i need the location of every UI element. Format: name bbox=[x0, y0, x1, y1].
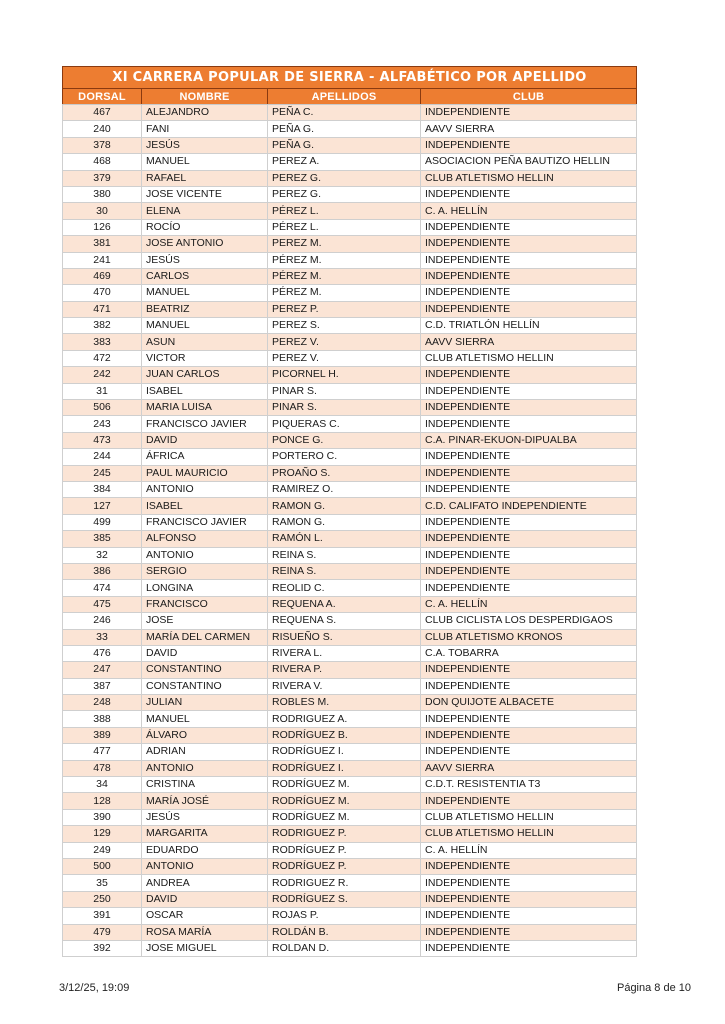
cell-nombre: ANTONIO bbox=[142, 481, 268, 497]
column-header-club: CLUB bbox=[421, 89, 637, 105]
footer-datetime: 3/12/25, 19:09 bbox=[59, 982, 130, 994]
cell-dorsal: 479 bbox=[63, 924, 142, 940]
cell-apellidos: RODRÍGUEZ M. bbox=[268, 809, 421, 825]
cell-apellidos: PEÑA G. bbox=[268, 121, 421, 137]
cell-dorsal: 467 bbox=[63, 105, 142, 121]
table-row bbox=[63, 170, 637, 186]
cell-apellidos: PÉREZ M. bbox=[268, 285, 421, 301]
cell-nombre: ÁFRICA bbox=[142, 449, 268, 465]
table-row bbox=[63, 580, 637, 596]
cell-nombre: JESÚS bbox=[142, 137, 268, 153]
cell-apellidos: PEREZ S. bbox=[268, 318, 421, 334]
cell-club: INDEPENDIENTE bbox=[421, 891, 637, 907]
cell-nombre: DAVID bbox=[142, 645, 268, 661]
cell-nombre: CARLOS bbox=[142, 268, 268, 284]
cell-apellidos: RODRÍGUEZ I. bbox=[268, 760, 421, 776]
cell-nombre: ISABEL bbox=[142, 498, 268, 514]
cell-club: INDEPENDIENTE bbox=[421, 744, 637, 760]
cell-dorsal: 246 bbox=[63, 613, 142, 629]
cell-dorsal: 472 bbox=[63, 350, 142, 366]
cell-apellidos: RAMIREZ O. bbox=[268, 481, 421, 497]
cell-dorsal: 474 bbox=[63, 580, 142, 596]
table-row bbox=[63, 678, 637, 694]
cell-club: INDEPENDIENTE bbox=[421, 465, 637, 481]
cell-apellidos: RAMÓN L. bbox=[268, 531, 421, 547]
cell-dorsal: 249 bbox=[63, 842, 142, 858]
cell-apellidos: PEREZ G. bbox=[268, 170, 421, 186]
cell-dorsal: 469 bbox=[63, 268, 142, 284]
cell-club: INDEPENDIENTE bbox=[421, 531, 637, 547]
cell-apellidos: PROAÑO S. bbox=[268, 465, 421, 481]
cell-dorsal: 380 bbox=[63, 186, 142, 202]
table-title-row bbox=[63, 67, 637, 89]
cell-nombre: VICTOR bbox=[142, 350, 268, 366]
table-row bbox=[63, 416, 637, 432]
cell-apellidos: RIVERA L. bbox=[268, 645, 421, 661]
cell-dorsal: 384 bbox=[63, 481, 142, 497]
cell-apellidos: RODRIGUEZ P. bbox=[268, 826, 421, 842]
table-row bbox=[63, 940, 637, 956]
cell-dorsal: 390 bbox=[63, 809, 142, 825]
table-row bbox=[63, 908, 637, 924]
cell-apellidos: PEREZ A. bbox=[268, 154, 421, 170]
cell-apellidos: RODRÍGUEZ B. bbox=[268, 727, 421, 743]
cell-nombre: FRANCISCO bbox=[142, 596, 268, 612]
cell-club: INDEPENDIENTE bbox=[421, 875, 637, 891]
cell-dorsal: 471 bbox=[63, 301, 142, 317]
cell-dorsal: 468 bbox=[63, 154, 142, 170]
cell-dorsal: 500 bbox=[63, 858, 142, 874]
cell-apellidos: REINA S. bbox=[268, 547, 421, 563]
cell-club: INDEPENDIENTE bbox=[421, 580, 637, 596]
cell-dorsal: 386 bbox=[63, 563, 142, 579]
cell-nombre: FANI bbox=[142, 121, 268, 137]
cell-dorsal: 387 bbox=[63, 678, 142, 694]
cell-club: INDEPENDIENTE bbox=[421, 186, 637, 202]
cell-club: INDEPENDIENTE bbox=[421, 416, 637, 432]
cell-dorsal: 378 bbox=[63, 137, 142, 153]
cell-apellidos: PEREZ V. bbox=[268, 350, 421, 366]
cell-dorsal: 31 bbox=[63, 383, 142, 399]
cell-nombre: CONSTANTINO bbox=[142, 678, 268, 694]
column-header-dorsal: DORSAL bbox=[63, 89, 142, 105]
cell-dorsal: 129 bbox=[63, 826, 142, 842]
cell-dorsal: 381 bbox=[63, 236, 142, 252]
cell-nombre: PAUL MAURICIO bbox=[142, 465, 268, 481]
cell-nombre: JOSE VICENTE bbox=[142, 186, 268, 202]
cell-nombre: ANTONIO bbox=[142, 547, 268, 563]
cell-apellidos: PONCE G. bbox=[268, 432, 421, 448]
cell-nombre: MARIA LUISA bbox=[142, 400, 268, 416]
cell-club: INDEPENDIENTE bbox=[421, 383, 637, 399]
cell-club: C.D. TRIATLÓN HELLÍN bbox=[421, 318, 637, 334]
cell-apellidos: PÉREZ M. bbox=[268, 268, 421, 284]
cell-apellidos: RODRÍGUEZ S. bbox=[268, 891, 421, 907]
cell-nombre: JESÚS bbox=[142, 809, 268, 825]
table-row bbox=[63, 629, 637, 645]
table-row bbox=[63, 777, 637, 793]
table-row bbox=[63, 891, 637, 907]
cell-dorsal: 242 bbox=[63, 367, 142, 383]
table-body bbox=[63, 105, 637, 957]
cell-club: C.A. TOBARRA bbox=[421, 645, 637, 661]
table-row bbox=[63, 531, 637, 547]
table-row bbox=[63, 727, 637, 743]
cell-club: CLUB ATLETISMO HELLIN bbox=[421, 809, 637, 825]
cell-club: INDEPENDIENTE bbox=[421, 137, 637, 153]
cell-nombre: MANUEL bbox=[142, 154, 268, 170]
cell-club: C.D. CALIFATO INDEPENDIENTE bbox=[421, 498, 637, 514]
cell-nombre: EDUARDO bbox=[142, 842, 268, 858]
table-row bbox=[63, 563, 637, 579]
cell-apellidos: PÉREZ L. bbox=[268, 203, 421, 219]
table-row bbox=[63, 924, 637, 940]
cell-club: C. A. HELLÍN bbox=[421, 596, 637, 612]
cell-apellidos: RODRÍGUEZ M. bbox=[268, 777, 421, 793]
cell-club: INDEPENDIENTE bbox=[421, 547, 637, 563]
cell-apellidos: PINAR S. bbox=[268, 400, 421, 416]
cell-apellidos: PÉREZ L. bbox=[268, 219, 421, 235]
cell-nombre: ANTONIO bbox=[142, 760, 268, 776]
cell-club: INDEPENDIENTE bbox=[421, 481, 637, 497]
table-row bbox=[63, 252, 637, 268]
table-row bbox=[63, 875, 637, 891]
cell-nombre: MARGARITA bbox=[142, 826, 268, 842]
cell-nombre: ROSA MARÍA bbox=[142, 924, 268, 940]
cell-apellidos: PEÑA C. bbox=[268, 105, 421, 121]
table-row bbox=[63, 826, 637, 842]
cell-nombre: ELENA bbox=[142, 203, 268, 219]
cell-dorsal: 250 bbox=[63, 891, 142, 907]
cell-club: AAVV SIERRA bbox=[421, 760, 637, 776]
table-row bbox=[63, 318, 637, 334]
cell-dorsal: 478 bbox=[63, 760, 142, 776]
cell-nombre: JOSE MIGUEL bbox=[142, 940, 268, 956]
table-row bbox=[63, 137, 637, 153]
cell-nombre: BEATRIZ bbox=[142, 301, 268, 317]
cell-club: INDEPENDIENTE bbox=[421, 727, 637, 743]
table-row bbox=[63, 186, 637, 202]
cell-nombre: JUAN CARLOS bbox=[142, 367, 268, 383]
cell-apellidos: PEREZ M. bbox=[268, 236, 421, 252]
cell-apellidos: RODRIGUEZ A. bbox=[268, 711, 421, 727]
cell-dorsal: 392 bbox=[63, 940, 142, 956]
cell-dorsal: 506 bbox=[63, 400, 142, 416]
cell-apellidos: RODRÍGUEZ M. bbox=[268, 793, 421, 809]
cell-nombre: MANUEL bbox=[142, 285, 268, 301]
table-row bbox=[63, 547, 637, 563]
cell-nombre: MARÍA DEL CARMEN bbox=[142, 629, 268, 645]
table-row bbox=[63, 793, 637, 809]
table-row bbox=[63, 596, 637, 612]
cell-club: ASOCIACION PEÑA BAUTIZO HELLIN bbox=[421, 154, 637, 170]
cell-nombre: ÁLVARO bbox=[142, 727, 268, 743]
cell-dorsal: 126 bbox=[63, 219, 142, 235]
cell-dorsal: 499 bbox=[63, 514, 142, 530]
table-row bbox=[63, 367, 637, 383]
cell-dorsal: 244 bbox=[63, 449, 142, 465]
cell-nombre: ROCÍO bbox=[142, 219, 268, 235]
cell-apellidos: PÉREZ M. bbox=[268, 252, 421, 268]
cell-nombre: DAVID bbox=[142, 891, 268, 907]
footer-page-number: Página 8 de 10 bbox=[616, 982, 691, 994]
cell-club: INDEPENDIENTE bbox=[421, 858, 637, 874]
cell-dorsal: 477 bbox=[63, 744, 142, 760]
cell-apellidos: REQUENA A. bbox=[268, 596, 421, 612]
table-row bbox=[63, 105, 637, 121]
cell-apellidos: RISUEÑO S. bbox=[268, 629, 421, 645]
cell-apellidos: RAMON G. bbox=[268, 498, 421, 514]
cell-nombre: JOSE ANTONIO bbox=[142, 236, 268, 252]
cell-dorsal: 248 bbox=[63, 695, 142, 711]
cell-club: C.A. PINAR-EKUON-DIPUALBA bbox=[421, 432, 637, 448]
cell-apellidos: REOLID C. bbox=[268, 580, 421, 596]
cell-club: CLUB ATLETISMO HELLIN bbox=[421, 826, 637, 842]
table-row bbox=[63, 809, 637, 825]
cell-nombre: FRANCISCO JAVIER bbox=[142, 416, 268, 432]
cell-dorsal: 385 bbox=[63, 531, 142, 547]
cell-club: CLUB CICLISTA LOS DESPERDIGAOS bbox=[421, 613, 637, 629]
cell-club: AAVV SIERRA bbox=[421, 121, 637, 137]
table-row bbox=[63, 465, 637, 481]
cell-apellidos: RODRÍGUEZ P. bbox=[268, 858, 421, 874]
cell-dorsal: 32 bbox=[63, 547, 142, 563]
cell-apellidos: PINAR S. bbox=[268, 383, 421, 399]
cell-apellidos: PEÑA G. bbox=[268, 137, 421, 153]
cell-club: DON QUIJOTE ALBACETE bbox=[421, 695, 637, 711]
table-row bbox=[63, 842, 637, 858]
cell-apellidos: PICORNEL H. bbox=[268, 367, 421, 383]
cell-dorsal: 243 bbox=[63, 416, 142, 432]
cell-dorsal: 245 bbox=[63, 465, 142, 481]
cell-club: INDEPENDIENTE bbox=[421, 105, 637, 121]
cell-nombre: JULIAN bbox=[142, 695, 268, 711]
cell-club: INDEPENDIENTE bbox=[421, 793, 637, 809]
table-row bbox=[63, 645, 637, 661]
cell-club: CLUB ATLETISMO HELLIN bbox=[421, 350, 637, 366]
cell-dorsal: 382 bbox=[63, 318, 142, 334]
cell-nombre: RAFAEL bbox=[142, 170, 268, 186]
cell-dorsal: 388 bbox=[63, 711, 142, 727]
cell-nombre: ASUN bbox=[142, 334, 268, 350]
cell-dorsal: 383 bbox=[63, 334, 142, 350]
table-row bbox=[63, 219, 637, 235]
cell-apellidos: REINA S. bbox=[268, 563, 421, 579]
cell-club: INDEPENDIENTE bbox=[421, 285, 637, 301]
table-row bbox=[63, 498, 637, 514]
cell-club: C. A. HELLÍN bbox=[421, 203, 637, 219]
cell-dorsal: 128 bbox=[63, 793, 142, 809]
document-title: XI CARRERA POPULAR DE SIERRA - ALFABÉTICO POR APELLIDO bbox=[63, 67, 637, 89]
cell-dorsal: 391 bbox=[63, 908, 142, 924]
cell-club: INDEPENDIENTE bbox=[421, 940, 637, 956]
table-row bbox=[63, 449, 637, 465]
cell-nombre: JOSE bbox=[142, 613, 268, 629]
table-row bbox=[63, 268, 637, 284]
cell-nombre: ANTONIO bbox=[142, 858, 268, 874]
table-row bbox=[63, 613, 637, 629]
table-row bbox=[63, 285, 637, 301]
table-row bbox=[63, 154, 637, 170]
cell-club: INDEPENDIENTE bbox=[421, 301, 637, 317]
cell-dorsal: 34 bbox=[63, 777, 142, 793]
cell-apellidos: RIVERA P. bbox=[268, 662, 421, 678]
cell-nombre: OSCAR bbox=[142, 908, 268, 924]
cell-club: AAVV SIERRA bbox=[421, 334, 637, 350]
cell-nombre: ANDREA bbox=[142, 875, 268, 891]
cell-apellidos: PEREZ V. bbox=[268, 334, 421, 350]
cell-club: INDEPENDIENTE bbox=[421, 924, 637, 940]
table-row bbox=[63, 695, 637, 711]
cell-club: INDEPENDIENTE bbox=[421, 514, 637, 530]
cell-dorsal: 35 bbox=[63, 875, 142, 891]
participants-table bbox=[62, 66, 637, 957]
cell-apellidos: PIQUERAS C. bbox=[268, 416, 421, 432]
cell-dorsal: 473 bbox=[63, 432, 142, 448]
table-row bbox=[63, 744, 637, 760]
cell-nombre: ADRIAN bbox=[142, 744, 268, 760]
cell-apellidos: RAMON G. bbox=[268, 514, 421, 530]
table-row bbox=[63, 301, 637, 317]
cell-dorsal: 33 bbox=[63, 629, 142, 645]
cell-dorsal: 389 bbox=[63, 727, 142, 743]
cell-apellidos: RODRÍGUEZ P. bbox=[268, 842, 421, 858]
cell-club: INDEPENDIENTE bbox=[421, 400, 637, 416]
cell-club: INDEPENDIENTE bbox=[421, 678, 637, 694]
cell-club: CLUB ATLETISMO HELLIN bbox=[421, 170, 637, 186]
column-header-nombre: NOMBRE bbox=[142, 89, 268, 105]
cell-club: INDEPENDIENTE bbox=[421, 236, 637, 252]
table-row bbox=[63, 711, 637, 727]
cell-club: INDEPENDIENTE bbox=[421, 219, 637, 235]
cell-dorsal: 475 bbox=[63, 596, 142, 612]
cell-club: INDEPENDIENTE bbox=[421, 367, 637, 383]
table-row bbox=[63, 203, 637, 219]
table-row bbox=[63, 383, 637, 399]
cell-dorsal: 30 bbox=[63, 203, 142, 219]
cell-apellidos: RODRÍGUEZ I. bbox=[268, 744, 421, 760]
cell-nombre: JESÚS bbox=[142, 252, 268, 268]
cell-apellidos: RIVERA V. bbox=[268, 678, 421, 694]
cell-club: INDEPENDIENTE bbox=[421, 268, 637, 284]
cell-club: INDEPENDIENTE bbox=[421, 449, 637, 465]
cell-dorsal: 470 bbox=[63, 285, 142, 301]
table-row bbox=[63, 350, 637, 366]
cell-dorsal: 241 bbox=[63, 252, 142, 268]
column-header-apellidos: APELLIDOS bbox=[268, 89, 421, 105]
cell-nombre: ALEJANDRO bbox=[142, 105, 268, 121]
cell-dorsal: 247 bbox=[63, 662, 142, 678]
cell-nombre: MARÍA JOSÉ bbox=[142, 793, 268, 809]
table-row bbox=[63, 662, 637, 678]
cell-nombre: DAVID bbox=[142, 432, 268, 448]
cell-nombre: MANUEL bbox=[142, 318, 268, 334]
table-row bbox=[63, 432, 637, 448]
table-row bbox=[63, 121, 637, 137]
table-row bbox=[63, 481, 637, 497]
table-row bbox=[63, 514, 637, 530]
cell-club: C. A. HELLÍN bbox=[421, 842, 637, 858]
cell-club: INDEPENDIENTE bbox=[421, 711, 637, 727]
cell-club: INDEPENDIENTE bbox=[421, 252, 637, 268]
cell-dorsal: 127 bbox=[63, 498, 142, 514]
cell-club: INDEPENDIENTE bbox=[421, 662, 637, 678]
cell-nombre: MANUEL bbox=[142, 711, 268, 727]
table-row bbox=[63, 236, 637, 252]
cell-club: CLUB ATLETISMO KRONOS bbox=[421, 629, 637, 645]
cell-club: C.D.T. RESISTENTIA T3 bbox=[421, 777, 637, 793]
table-header-row bbox=[63, 89, 637, 105]
cell-apellidos: PEREZ G. bbox=[268, 186, 421, 202]
table-row bbox=[63, 760, 637, 776]
cell-nombre: ALFONSO bbox=[142, 531, 268, 547]
cell-dorsal: 476 bbox=[63, 645, 142, 661]
cell-nombre: CONSTANTINO bbox=[142, 662, 268, 678]
cell-nombre: SERGIO bbox=[142, 563, 268, 579]
cell-club: INDEPENDIENTE bbox=[421, 563, 637, 579]
table-row bbox=[63, 858, 637, 874]
cell-apellidos: ROJAS P. bbox=[268, 908, 421, 924]
table-row bbox=[63, 400, 637, 416]
cell-nombre: CRISTINA bbox=[142, 777, 268, 793]
cell-apellidos: PEREZ P. bbox=[268, 301, 421, 317]
cell-apellidos: RODRIGUEZ R. bbox=[268, 875, 421, 891]
table-row bbox=[63, 334, 637, 350]
cell-nombre: LONGINA bbox=[142, 580, 268, 596]
cell-nombre: FRANCISCO JAVIER bbox=[142, 514, 268, 530]
cell-apellidos: REQUENA S. bbox=[268, 613, 421, 629]
cell-apellidos: ROLDÁN B. bbox=[268, 924, 421, 940]
cell-apellidos: ROBLES M. bbox=[268, 695, 421, 711]
cell-nombre: ISABEL bbox=[142, 383, 268, 399]
cell-dorsal: 379 bbox=[63, 170, 142, 186]
cell-dorsal: 240 bbox=[63, 121, 142, 137]
cell-apellidos: ROLDAN D. bbox=[268, 940, 421, 956]
cell-apellidos: PORTERO C. bbox=[268, 449, 421, 465]
cell-club: INDEPENDIENTE bbox=[421, 908, 637, 924]
